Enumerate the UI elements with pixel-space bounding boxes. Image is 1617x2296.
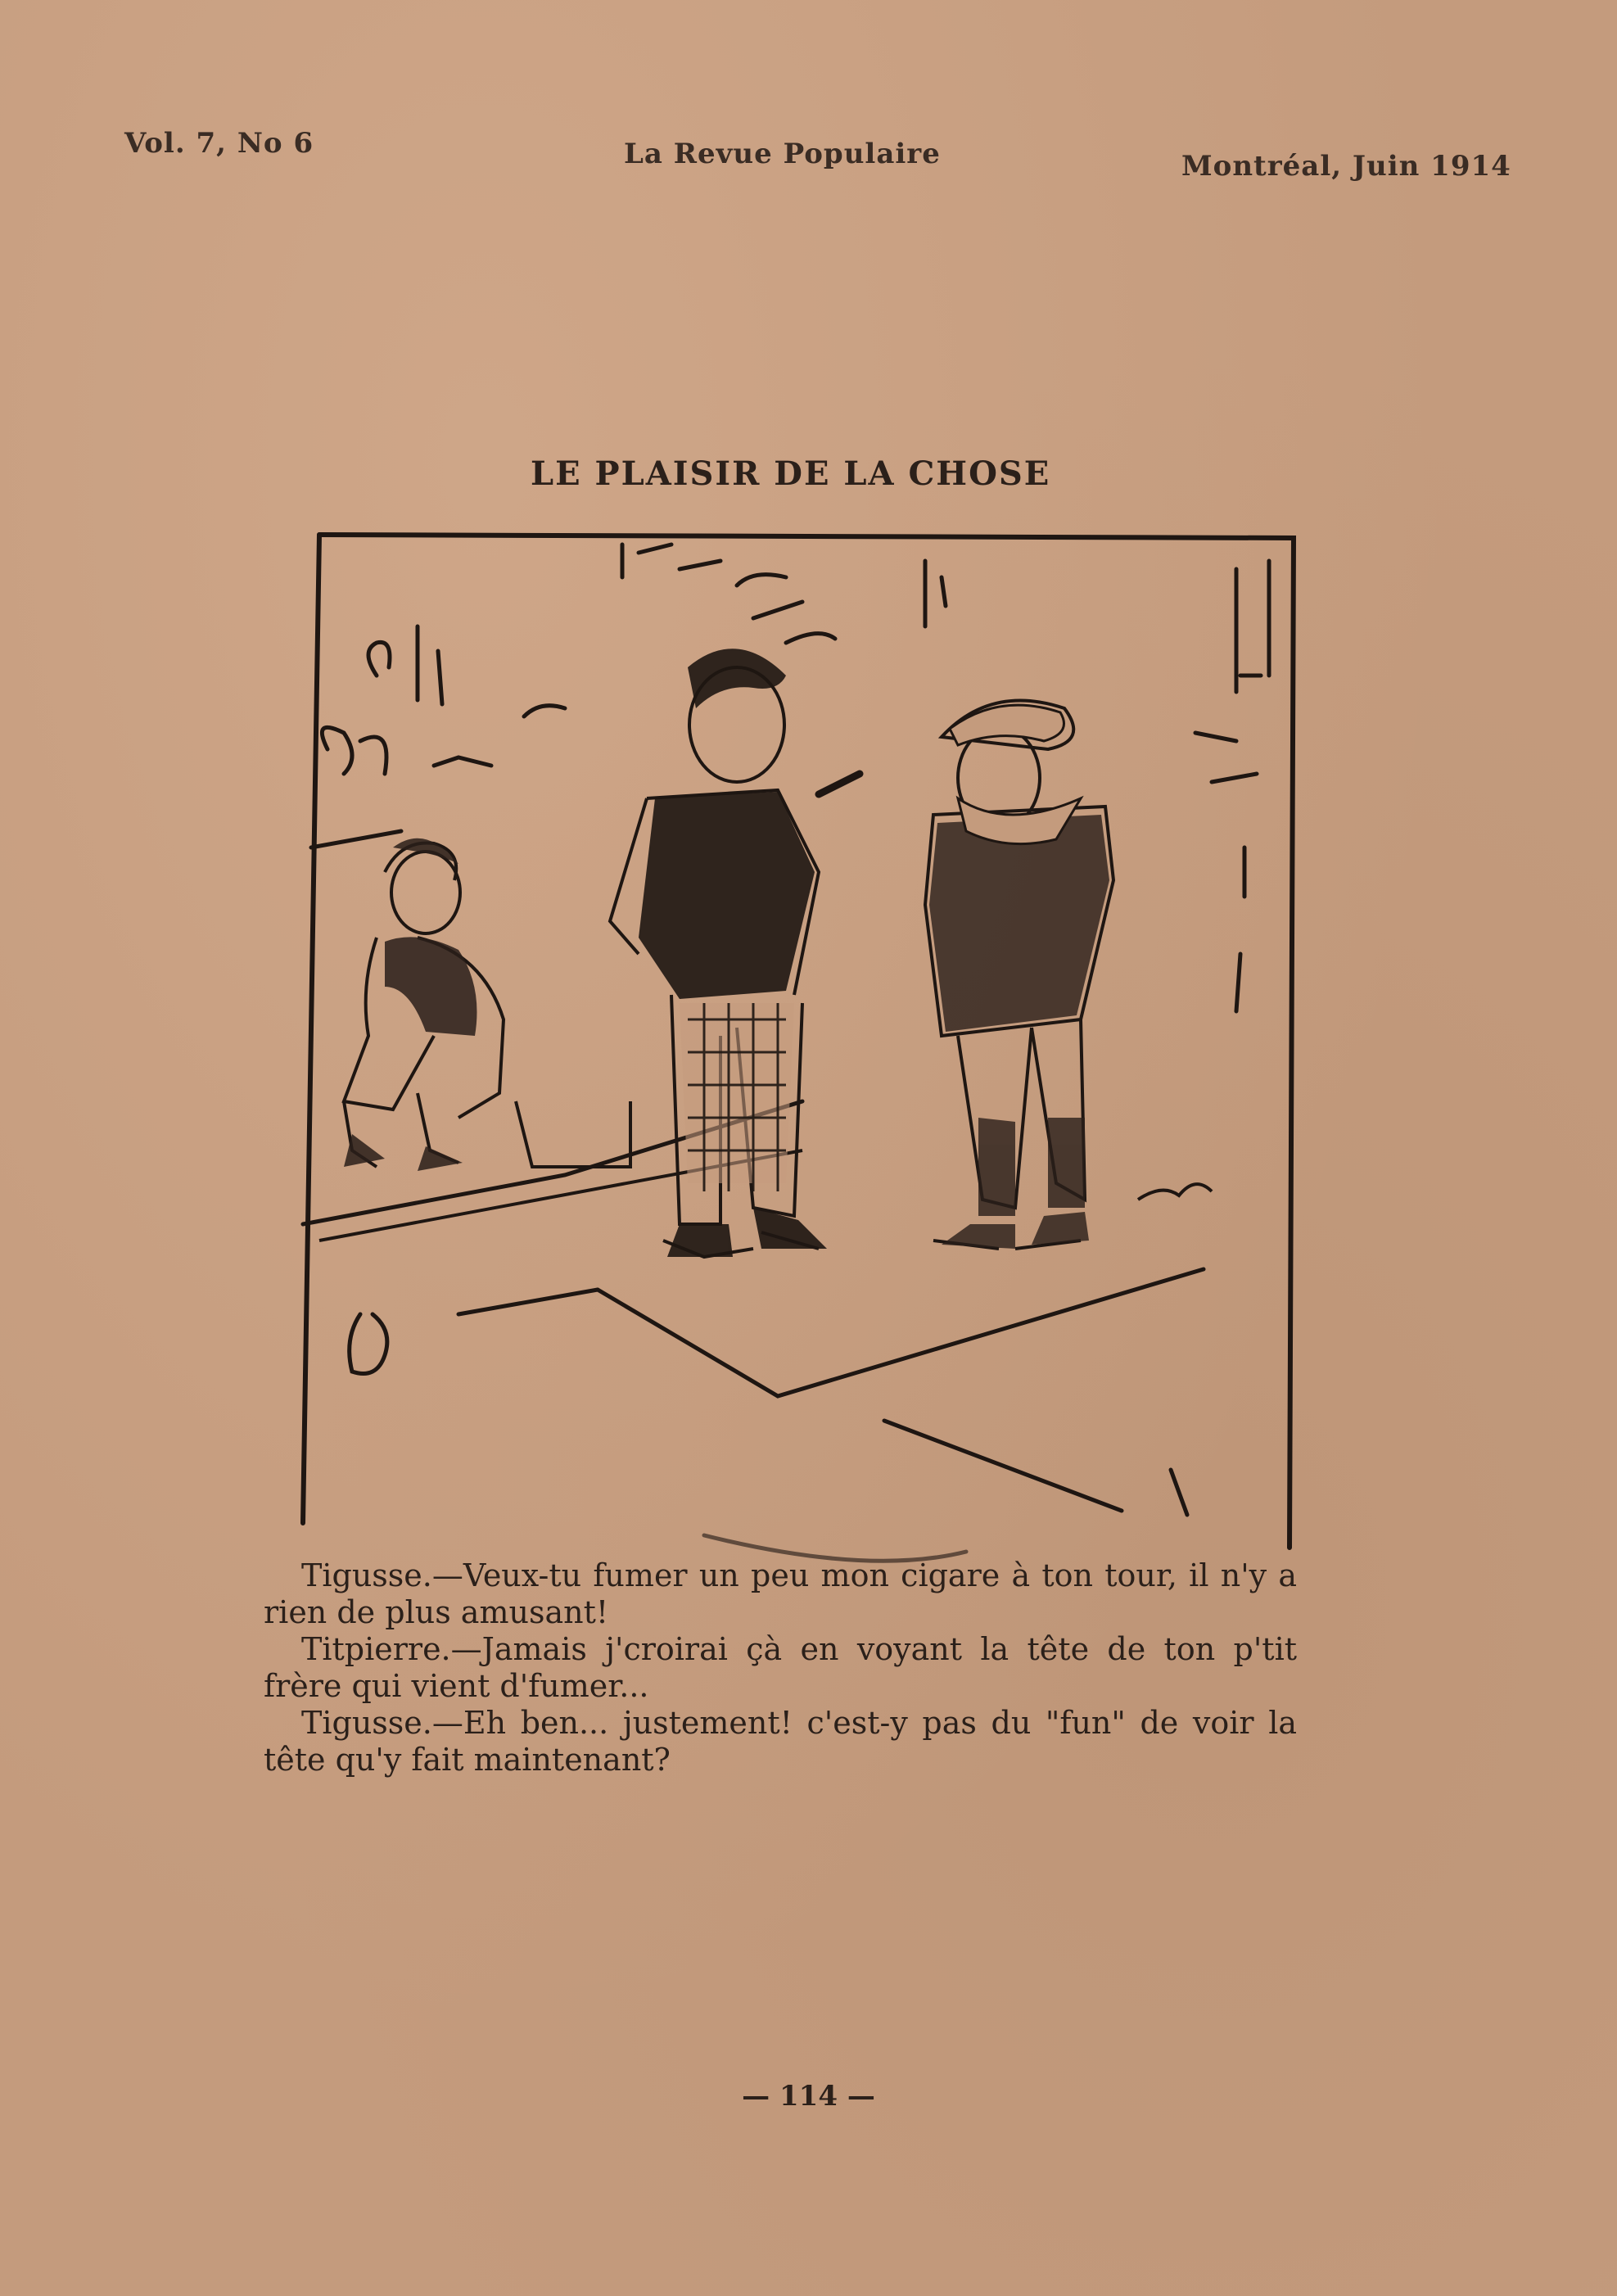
place-and-date: Montréal, Juin 1914 [1181,150,1511,183]
cartoon-illustration-icon [295,528,1298,1564]
dialogue-text: Tigusse.—Veux-tu fumer un peu mon cigare à ton tour, il n'y a rien de plus amusant! [264,1557,1297,1630]
dialogue-line-2 [264,1631,1297,1705]
article-title: LE PLAISIR DE LA CHOSE [531,454,1051,493]
page-number: — 114 — [742,2080,875,2113]
publication-title: La Revue Populaire [624,138,941,170]
dialogue-line-3 [264,1705,1297,1778]
dialogue-text: Tigusse.—Eh ben... justement! c'est-y pas du "fun" de voir la tête qu'y fait maintenant? [264,1705,1297,1778]
dialogue-line-1 [264,1557,1297,1631]
volume-number: Vol. 7, No 6 [124,127,314,160]
dialogue-text: Titpierre.—Jamais j'croirai çà en voyant la tête de ton p'tit frère qui vient d'fumer... [264,1631,1297,1704]
